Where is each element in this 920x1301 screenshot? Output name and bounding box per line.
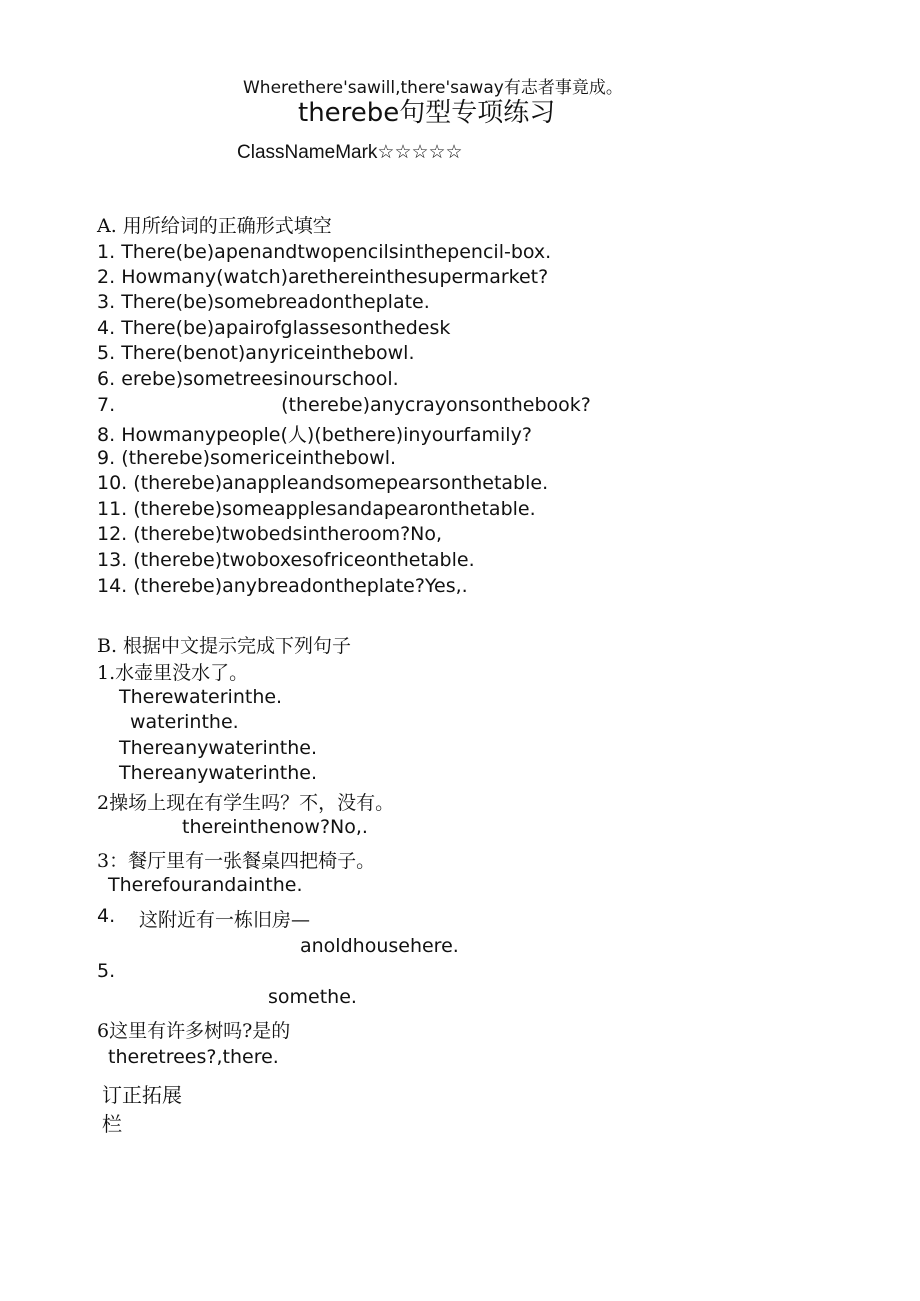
answer-line: Thereanywaterinthe.: [119, 762, 318, 784]
correction-column-label: 订正拓展: [102, 1083, 182, 1107]
list-item: 10. (therebe)anappleandsomepearsonthetable.: [97, 472, 549, 494]
page-title: therebe句型专项练习: [298, 98, 556, 128]
answer-line: somethe.: [268, 986, 357, 1008]
list-item: 2. Howmany(watch)arethereinthesupermarket?: [97, 266, 549, 288]
correction-column-label-cont: 栏: [102, 1112, 122, 1136]
section-a-heading: A. 用所给词的正确形式填空: [97, 215, 332, 237]
question-prompt: 2操场上现在有学生吗？不，没有。: [97, 792, 395, 814]
answer-line: Therefourandainthe.: [108, 874, 303, 896]
question-prompt: 6这里有许多树吗?是的: [97, 1020, 291, 1042]
list-item: 14. (therebe)anybreadontheplate?Yes,.: [97, 575, 468, 597]
question-number: 4.: [97, 905, 116, 927]
question-prompt: 1.水壶里没水了。: [97, 662, 249, 684]
question-prompt: 3：餐厅里有一张餐桌四把椅子。: [97, 850, 376, 872]
motto: Wherethere'sawill,there'saway有志者事竟成。: [243, 78, 623, 98]
list-item: 7. (therebe)anycrayonsonthebook?: [97, 394, 591, 416]
question-number: 5.: [97, 960, 116, 982]
list-item: 6. erebe)sometreesinourschool.: [97, 368, 399, 390]
list-item: 9. (therebe)somericeinthebowl.: [97, 447, 397, 469]
list-item: 8. Howmanypeople(人)(bethere)inyourfamily?: [97, 424, 532, 446]
list-item: 1. There(be)apenandtwopencilsinthepencil-box.: [97, 241, 552, 263]
answer-line: anoldhousehere.: [300, 935, 459, 957]
list-item: 5. There(benot)anyriceinthebowl.: [97, 342, 415, 364]
list-item: 13. (therebe)twoboxesofriceonthetable.: [97, 549, 475, 571]
list-item: 12. (therebe)twobedsintheroom?No,: [97, 523, 443, 545]
answer-line: Thereanywaterinthe.: [119, 737, 318, 759]
section-b-heading: B. 根据中文提示完成下列句子: [97, 635, 352, 657]
list-item: 4. There(be)apairofglassesonthedesk: [97, 317, 451, 339]
answer-line: theretrees?,there.: [108, 1046, 279, 1068]
list-item: 11. (therebe)someapplesandapearonthetable.: [97, 498, 536, 520]
question-prompt: 这附近有一栋旧房—: [139, 909, 311, 931]
class-name-mark-line: ClassNameMark☆☆☆☆☆: [237, 142, 463, 163]
list-item: 3. There(be)somebreadontheplate.: [97, 291, 430, 313]
answer-line: thereinthenow?No,.: [182, 816, 368, 838]
answer-line: waterinthe.: [130, 711, 239, 733]
answer-line: Therewaterinthe.: [119, 686, 283, 708]
